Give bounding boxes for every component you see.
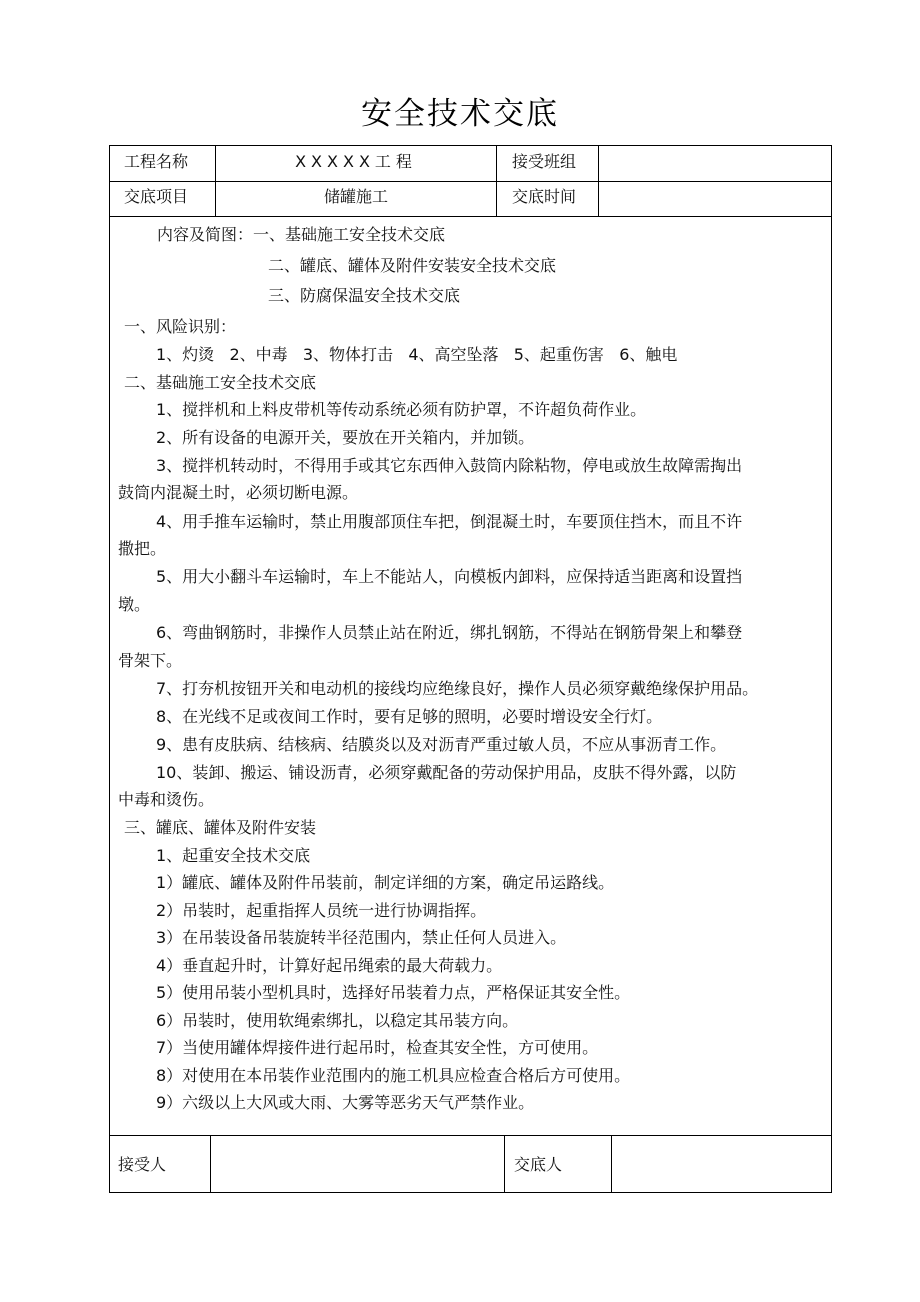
list-item-continued: 撒把。 xyxy=(118,539,167,558)
subsection-heading: 1、起重安全技术交底 xyxy=(156,846,311,865)
list-item: 4、用手推车运输时，禁止用腹部顶住车把，倒混凝土时，车要顶住挡木，而且不许 xyxy=(156,512,743,531)
col-divider xyxy=(496,146,497,216)
col-divider xyxy=(598,146,599,216)
list-item-continued: 墩。 xyxy=(118,595,151,614)
intro-line: 内容及简图：一、基础施工安全技术交底 xyxy=(157,225,446,244)
list-item-continued: 中毒和烫伤。 xyxy=(118,790,215,809)
section-heading: 三、罐底、罐体及附件安装 xyxy=(124,818,317,837)
page-title: 安全技术交底 xyxy=(361,96,559,132)
section-heading: 一、风险识别： xyxy=(124,317,237,336)
project-name-value: XXXXX工程 xyxy=(295,152,417,171)
col-divider xyxy=(210,1135,211,1193)
list-item: 7、打夯机按钮开关和电动机的接线均应绝缘良好，操作人员必须穿戴绝缘保护用品。 xyxy=(156,679,759,698)
risk-list: 1、灼烫 2、中毒 3、物体打击 4、高空坠落 5、起重伤害 6、触电 xyxy=(156,345,678,364)
list-item-continued: 鼓筒内混凝土时，必须切断电源。 xyxy=(118,483,359,502)
receiving-team-label: 接受班组 xyxy=(512,152,577,171)
row-divider xyxy=(110,1135,831,1136)
list-item: 2、所有设备的电源开关，要放在开关箱内，并加锁。 xyxy=(156,428,535,447)
list-item: 6、弯曲钢筋时，非操作人员禁止站在附近，绑扎钢筋，不得站在钢筋骨架上和攀登 xyxy=(156,623,743,642)
list-item: 5）使用吊装小型机具时，选择好吊装着力点，严格保证其安全性。 xyxy=(156,983,631,1002)
list-item-continued: 骨架下。 xyxy=(118,651,183,670)
list-item: 9、患有皮肤病、结核病、结膜炎以及对沥青严重过敏人员，不应从事沥青工作。 xyxy=(156,735,727,754)
list-item: 5、用大小翻斗车运输时，车上不能站人，向模板内卸料，应保持适当距离和设置挡 xyxy=(156,567,743,586)
list-item: 8）对使用在本吊装作业范围内的施工机具应检查合格后方可使用。 xyxy=(156,1066,631,1085)
disclosure-item-label: 交底项目 xyxy=(124,187,189,206)
list-item: 10、装卸、搬运、铺设沥青，必须穿戴配备的劳动保护用品，皮肤不得外露，以防 xyxy=(156,763,737,782)
col-divider xyxy=(611,1135,612,1193)
list-item: 3）在吊装设备吊装旋转半径范围内，禁止任何人员进入。 xyxy=(156,928,567,947)
list-item: 4）垂直起升时，计算好起吊绳索的最大荷载力。 xyxy=(156,956,503,975)
intro-line: 二、罐底、罐体及附件安装安全技术交底 xyxy=(268,256,557,275)
disclosure-form xyxy=(109,145,832,1193)
discloser-label: 交底人 xyxy=(514,1155,563,1174)
list-item: 1）罐底、罐体及附件吊装前，制定详细的方案，确定吊运路线。 xyxy=(156,873,615,892)
list-item: 2）吊装时，起重指挥人员统一进行协调指挥。 xyxy=(156,901,487,920)
list-item: 7）当使用罐体焊接件进行起吊时，检查其安全性，方可使用。 xyxy=(156,1038,599,1057)
section-heading: 二、基础施工安全技术交底 xyxy=(124,373,317,392)
row-divider xyxy=(110,181,831,182)
list-item: 1、搅拌机和上料皮带机等传动系统必须有防护罩，不许超负荷作业。 xyxy=(156,400,647,419)
list-item: 9）六级以上大风或大雨、大雾等恶劣天气严禁作业。 xyxy=(156,1093,535,1112)
receiver-label: 接受人 xyxy=(118,1155,167,1174)
intro-line: 三、防腐保温安全技术交底 xyxy=(268,286,461,305)
disclosure-item-value: 储罐施工 xyxy=(323,187,388,206)
project-name-label: 工程名称 xyxy=(124,152,189,171)
col-divider xyxy=(504,1135,505,1193)
row-divider xyxy=(110,216,831,217)
list-item: 8、在光线不足或夜间工作时，要有足够的照明，必要时增设安全行灯。 xyxy=(156,707,663,726)
list-item: 3、搅拌机转动时，不得用手或其它东西伸入鼓筒内除粘物，停电或放生故障需掏出 xyxy=(156,456,743,475)
disclosure-time-label: 交底时间 xyxy=(512,187,577,206)
list-item: 6）吊装时，使用软绳索绑扎，以稳定其吊装方向。 xyxy=(156,1011,519,1030)
